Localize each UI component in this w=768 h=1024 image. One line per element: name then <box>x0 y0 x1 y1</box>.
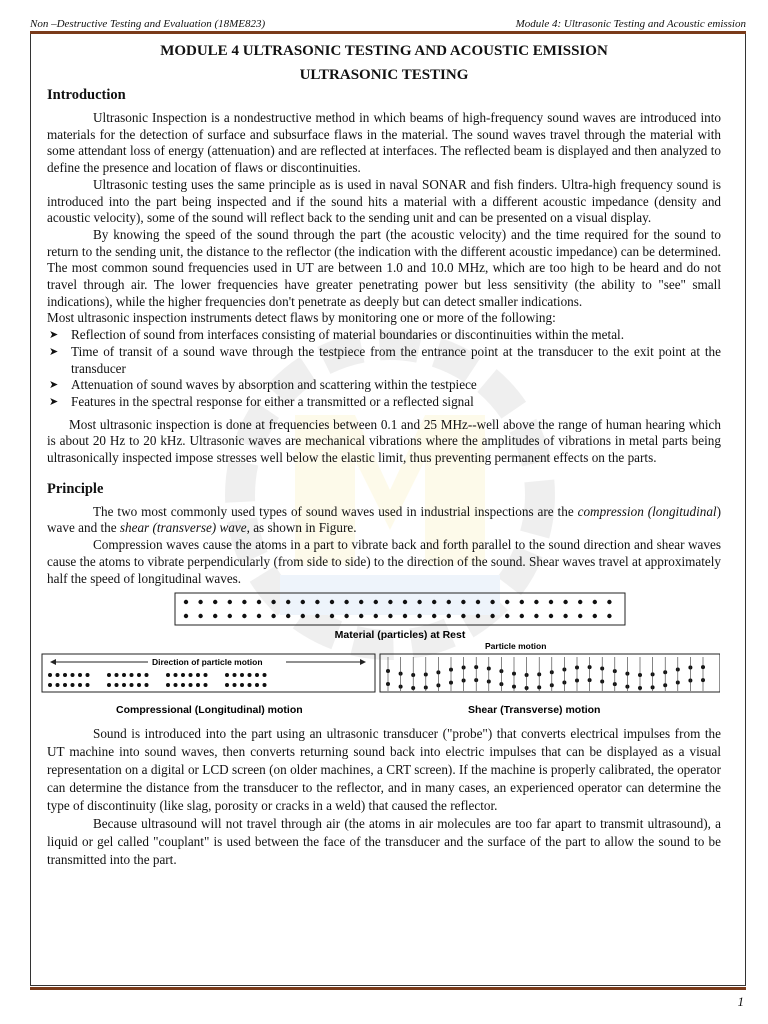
compressional-label: Compressional (Longitudinal) motion <box>116 704 303 717</box>
particle-dot <box>563 614 567 618</box>
particle-dot <box>198 614 202 618</box>
particle-dot <box>48 683 52 687</box>
particle-dot <box>78 673 82 677</box>
particle-dot <box>204 673 208 677</box>
particle-dot <box>198 600 202 604</box>
particle-dot <box>242 614 246 618</box>
particle-dot <box>122 683 126 687</box>
particle-dot <box>137 683 141 687</box>
intro-paragraph-1: Ultrasonic Inspection is a nondestructive method in which beams of high-frequency sound waves are introduced into materials for the detection of surface and subsurface flaws in the material. The sound waves travel through the material with some attendant loss of energy (attenuation) and are reflected at interfaces. The reflected beam is displayed and then analyzed to define the presence and location of flaws or discontinuities. <box>47 110 721 176</box>
principle-paragraph-1: The two most commonly used types of sound waves used in industrial inspections are the compression (longitudinal) wave and the shear (transverse) wave, as shown in Figure. <box>47 503 721 536</box>
particle-dot <box>248 683 252 687</box>
detection-bullet-list <box>47 327 721 411</box>
particle-dot <box>233 673 237 677</box>
particle-dot <box>184 614 188 618</box>
list-item: ➤ Time of transit of a sound wave through the testpiece from the entrance point at the transducer to the exit point at the transducer <box>49 343 721 376</box>
particle-dot <box>174 673 178 677</box>
particle-dot <box>86 683 90 687</box>
particle-dot <box>225 683 229 687</box>
particle-dot <box>374 614 378 618</box>
list-item: ➤ Attenuation of sound waves by absorption and scattering within the testpiece <box>49 377 477 393</box>
particle-dot <box>505 600 509 604</box>
intro-paragraph-5: Most ultrasonic inspection is done at frequencies between 0.1 and 25 MHz--well above the range of human hearing which is about 20 Hz to 20 kHz. Ultrasonic waves are mechanical vibrations where the amplitudes of vibrations in metal parts being ultrasonically inspected impose stresses well below the elastic limit, thus preventing permanent effects on the parts. <box>47 416 721 466</box>
particle-dot <box>137 673 141 677</box>
particle-dot <box>248 673 252 677</box>
particle-dot <box>359 614 363 618</box>
particle-dot <box>174 683 178 687</box>
particle-dot <box>315 614 319 618</box>
particle-dot <box>263 683 267 687</box>
shear-label: Shear (Transverse) motion <box>468 704 601 717</box>
particle-dot <box>257 614 261 618</box>
particle-dot <box>166 673 170 677</box>
particle-dot <box>240 683 244 687</box>
particle-dot <box>607 614 611 618</box>
principle-heading: Principle <box>47 480 104 497</box>
list-item: ➤ Features in the spectral response for either a transmitted or a reflected signal <box>49 393 474 409</box>
particle-dot <box>213 600 217 604</box>
particle-dot <box>505 614 509 618</box>
particle-dot <box>563 600 567 604</box>
particle-dot <box>189 683 193 687</box>
particle-dot <box>166 683 170 687</box>
particle-dot <box>213 614 217 618</box>
list-item: ➤ Reflection of sound from interfaces consisting of material boundaries or discontinuities within the metal. <box>49 327 625 343</box>
arrow-bullet-icon: ➤ <box>49 345 59 358</box>
rest-label: Material (particles) at Rest <box>334 629 466 642</box>
particle-dot <box>228 600 232 604</box>
particle-dot <box>593 614 597 618</box>
particle-dot <box>271 600 275 604</box>
particle-dot <box>107 683 111 687</box>
particle-dot <box>417 600 421 604</box>
particle-dot <box>115 673 119 677</box>
particle-dot <box>593 600 597 604</box>
particle-dot <box>388 600 392 604</box>
particle-dot <box>417 614 421 618</box>
particle-dot <box>330 600 334 604</box>
arrow-bullet-icon: ➤ <box>49 329 59 342</box>
particle-dot <box>225 673 229 677</box>
particle-dot <box>330 614 334 618</box>
particle-dot <box>115 683 119 687</box>
wave-motion-diagram <box>40 591 720 717</box>
particle-dot <box>344 614 348 618</box>
particle-dot <box>78 683 82 687</box>
header-course: Non –Destructive Testing and Evaluation (18ME823) <box>30 18 266 30</box>
particle-dot <box>432 614 436 618</box>
intro-paragraph-2: Ultrasonic testing uses the same principle as is used in naval SONAR and fish finders. Ultra-high frequency sound is introduced into the part being inspected and if the sound hits a material with a different acoustic impedance (density and acoustic velocity), some of the sound will reflect back to the sending unit and can be presented on a visual display. <box>47 176 721 226</box>
particle-dot <box>184 600 188 604</box>
particle-dot <box>578 600 582 604</box>
particle-dot <box>130 673 134 677</box>
introduction-heading: Introduction <box>47 87 126 103</box>
particle-dot <box>476 600 480 604</box>
arrow-bullet-icon: ➤ <box>49 395 59 408</box>
particle-dot <box>196 683 200 687</box>
page-number: 1 <box>737 994 744 1009</box>
principle-paragraph-4: Because ultrasound will not travel through air (the atoms in air molecules are too far apart to transmit ultrasound), a liquid or gel called "couplant" is used between the face of the transducer and the surface of the part to allow the sound to be transmitted into the part. <box>47 815 721 867</box>
section-title: ULTRASONIC TESTING <box>299 67 469 83</box>
particle-dot <box>204 683 208 687</box>
particle-dot <box>255 673 259 677</box>
particle-dot <box>63 683 67 687</box>
arrow-bullet-icon: ➤ <box>49 379 59 392</box>
particle-dot <box>432 600 436 604</box>
particle-dot <box>549 600 553 604</box>
particle-dot <box>301 614 305 618</box>
shear-particles <box>386 657 705 691</box>
particle-dot <box>122 673 126 677</box>
particle-dot <box>534 614 538 618</box>
particle-motion-label: Particle motion <box>485 641 547 652</box>
particle-dot <box>490 614 494 618</box>
particle-dot <box>315 600 319 604</box>
header-module: Module 4: Ultrasonic Testing and Acoustic emission <box>515 18 746 30</box>
particle-dot <box>189 673 193 677</box>
particle-dot <box>403 614 407 618</box>
particle-dot <box>228 614 232 618</box>
particle-dot <box>181 673 185 677</box>
particle-dot <box>359 600 363 604</box>
particle-dot <box>257 600 261 604</box>
particle-dot <box>286 600 290 604</box>
direction-label: Direction of particle motion <box>152 657 263 668</box>
particle-dot <box>301 600 305 604</box>
particle-dot <box>86 673 90 677</box>
particle-dot <box>344 600 348 604</box>
rest-material-box <box>175 593 625 625</box>
particle-dot <box>233 683 237 687</box>
particle-dot <box>71 683 75 687</box>
particle-dot <box>286 614 290 618</box>
particle-dot <box>263 673 267 677</box>
particle-dot <box>447 600 451 604</box>
particle-dot <box>145 673 149 677</box>
particle-dot <box>48 673 52 677</box>
particle-dot <box>534 600 538 604</box>
footer-rule <box>30 987 746 990</box>
principle-paragraph-3: Sound is introduced into the part using an ultrasonic transducer ("probe") that converts electrical impulses from the UT machine into sound waves, then converts returning sound back into electric impulses that can be displayed as a visual representation on a digital or LCD screen (on older machines, a CRT screen). If the machine is properly calibrated, the operator can determine the distance from the transducer to the reflector, and in many cases, an experienced operator can determine the type of discontinuity (like slag, porosity or cracks in a weld) that caused the reflector. <box>47 726 721 813</box>
particle-dot <box>607 600 611 604</box>
particle-dot <box>461 614 465 618</box>
particle-dot <box>476 614 480 618</box>
rest-particles <box>184 600 612 618</box>
particle-dot <box>271 614 275 618</box>
particle-dot <box>490 600 494 604</box>
particle-dot <box>181 683 185 687</box>
intro-paragraph-4: Most ultrasonic inspection instruments detect flaws by monitoring one or more of the following: <box>47 310 556 326</box>
page-content <box>47 40 721 869</box>
particle-dot <box>578 614 582 618</box>
particle-dot <box>255 683 259 687</box>
particle-dot <box>388 614 392 618</box>
particle-dot <box>56 683 60 687</box>
principle-paragraph-2: Compression waves cause the atoms in a part to vibrate back and forth parallel to the sound direction and shear waves cause the atoms to vibrate perpendicularly (from side to side) to the direction of the sound. Shear waves travel at approximately half the speed of longitudinal waves. <box>47 537 721 586</box>
particle-dot <box>107 673 111 677</box>
particle-dot <box>71 673 75 677</box>
page-header <box>30 10 746 32</box>
particle-dot <box>240 673 244 677</box>
wave-motion-figure <box>40 591 720 717</box>
compressional-particles <box>48 673 267 687</box>
particle-dot <box>461 600 465 604</box>
particle-dot <box>520 614 524 618</box>
particle-dot <box>520 600 524 604</box>
particle-dot <box>196 673 200 677</box>
intro-paragraph-3: By knowing the speed of the sound through the part (the acoustic velocity) and the time required for the sound to return to the sending unit, the distance to the reflector (the indication with the different acoustic impedance) can be determined. The most common sound frequencies used in UT are between 1.0 and 10.0 MHz, which are too high to be heard and do not travel through air. The lower frequencies have greater penetrating power but less sensitivity (the ability to "see" small indications), while the higher frequencies don't penetrate as deeply but can detect smaller indications. <box>47 226 721 309</box>
particle-dot <box>145 683 149 687</box>
particle-dot <box>63 673 67 677</box>
particle-dot <box>56 673 60 677</box>
particle-dot <box>549 614 553 618</box>
particle-dot <box>403 600 407 604</box>
module-title: MODULE 4 ULTRASONIC TESTING AND ACOUSTIC EMISSION <box>160 43 608 59</box>
particle-dot <box>130 683 134 687</box>
particle-dot <box>374 600 378 604</box>
particle-dot <box>447 614 451 618</box>
particle-dot <box>242 600 246 604</box>
